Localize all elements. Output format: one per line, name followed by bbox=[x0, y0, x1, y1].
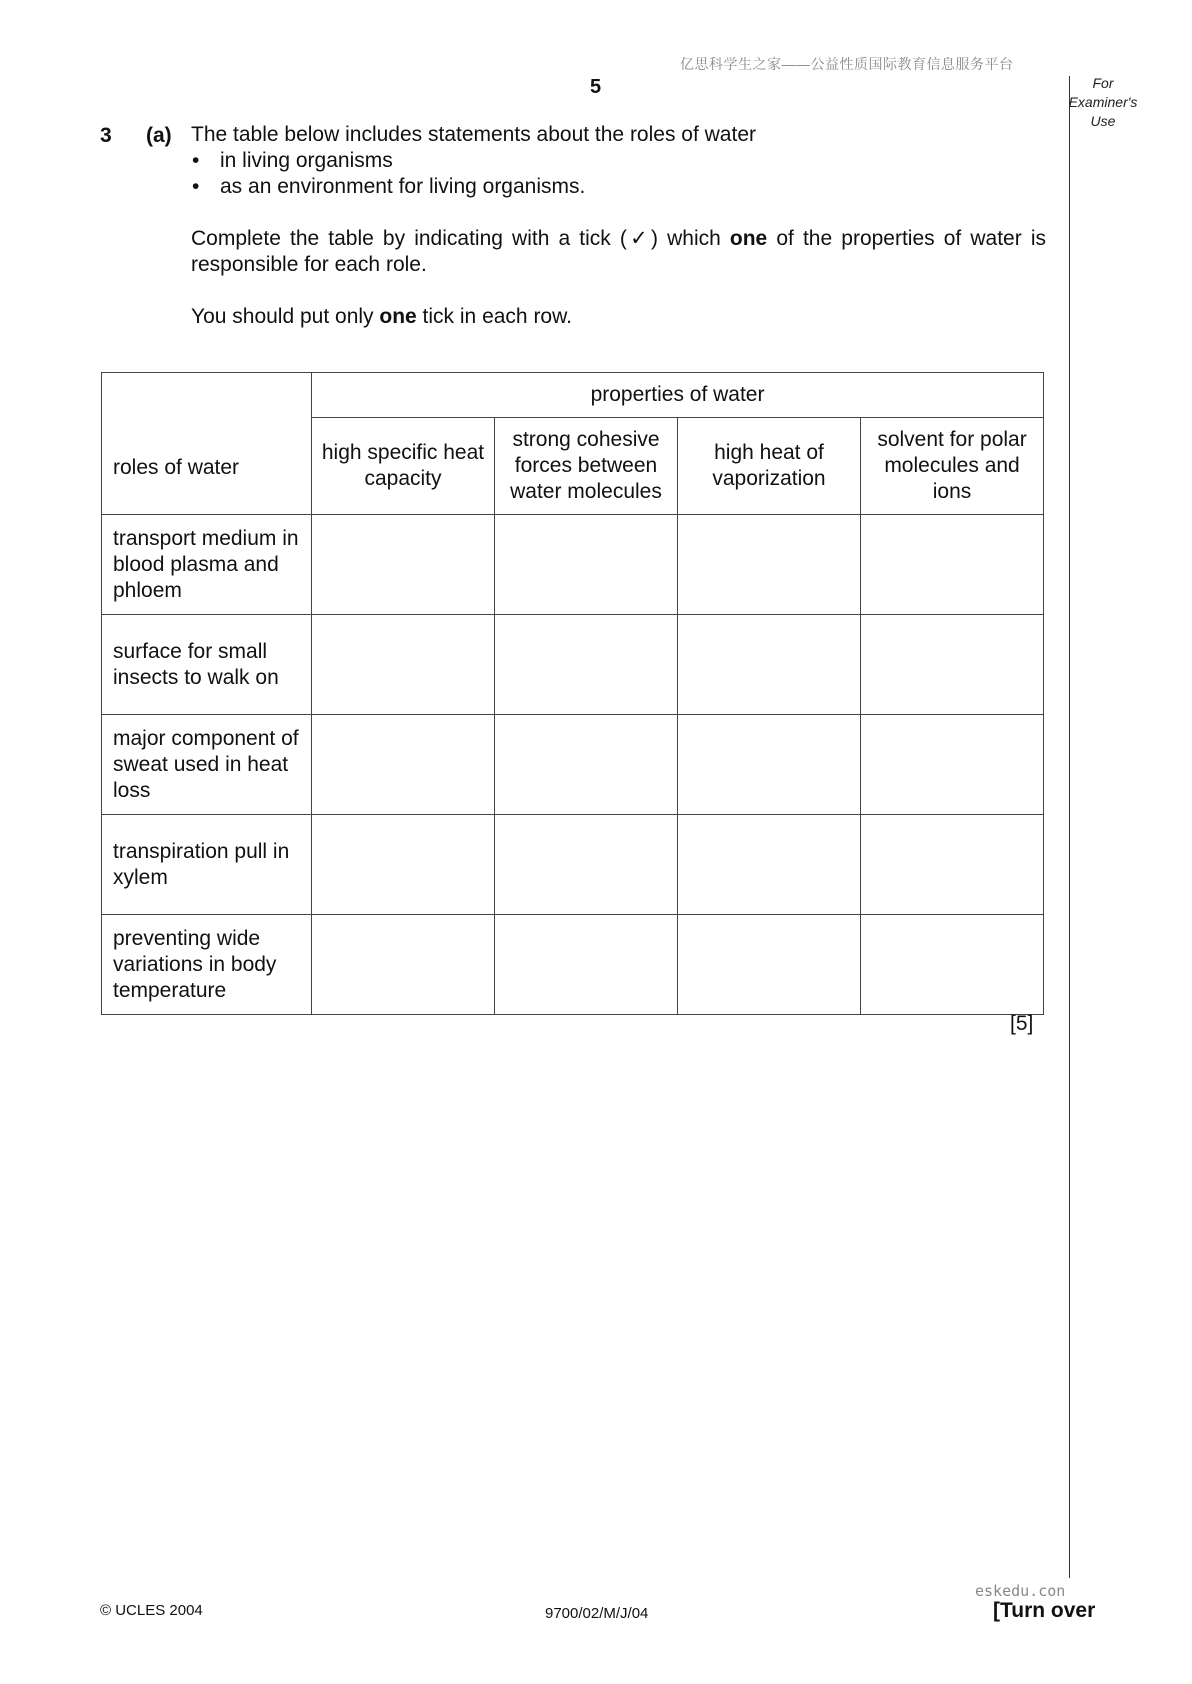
table-row bbox=[102, 715, 1044, 815]
properties-header: properties of water bbox=[312, 373, 1044, 418]
examiner-margin-line bbox=[1069, 76, 1070, 1578]
tick-post: tick in each row. bbox=[416, 305, 572, 328]
header-watermark: 亿思科学生之家——公益性质国际教育信息服务平台 bbox=[680, 56, 1014, 72]
tick-cell[interactable] bbox=[312, 615, 495, 715]
role-cell: preventing wide variations in body temperature bbox=[102, 915, 312, 1015]
examiner-label-line2: Examiner's bbox=[1068, 94, 1138, 110]
question-text bbox=[191, 122, 1046, 330]
marks-label: [5] bbox=[1010, 1012, 1034, 1035]
roles-table bbox=[101, 372, 1044, 1015]
tick-instruction bbox=[191, 304, 1046, 330]
roles-header: roles of water bbox=[102, 373, 312, 515]
instruction-bold: one bbox=[729, 227, 768, 250]
page-number: 5 bbox=[590, 76, 602, 98]
question-part: (a) bbox=[146, 124, 172, 147]
copyright: © UCLES 2004 bbox=[100, 1602, 203, 1619]
turn-over-label: [Turn over bbox=[993, 1599, 1096, 1622]
tick-cell[interactable] bbox=[861, 515, 1044, 615]
tick-cell[interactable] bbox=[861, 815, 1044, 915]
property-header: solvent for polar molecules and ions bbox=[861, 418, 1044, 515]
tick-cell[interactable] bbox=[861, 715, 1044, 815]
tick-bold: one bbox=[379, 305, 417, 328]
tick-cell[interactable] bbox=[312, 715, 495, 815]
instruction-pre: Complete the table by indicating with a tick (✓) which bbox=[191, 227, 730, 250]
footer-watermark: eskedu.con bbox=[975, 1582, 1066, 1600]
question-instruction bbox=[191, 226, 1046, 278]
tick-cell[interactable] bbox=[312, 515, 495, 615]
tick-cell[interactable] bbox=[495, 915, 678, 1015]
tick-cell[interactable] bbox=[678, 915, 861, 1015]
question-number: 3 bbox=[100, 124, 112, 147]
role-cell: transpiration pull in xylem bbox=[102, 815, 312, 915]
role-cell: transport medium in blood plasma and phloem bbox=[102, 515, 312, 615]
bullet-item: • in living organisms bbox=[191, 148, 1046, 174]
bullet-list bbox=[191, 148, 1046, 200]
property-header: strong cohesive forces between water molecules bbox=[495, 418, 678, 515]
instruction-post: of the properties of water is responsible for each role. bbox=[191, 227, 1046, 276]
tick-cell[interactable] bbox=[678, 815, 861, 915]
examiner-use-label bbox=[1063, 74, 1143, 131]
question-intro: The table below includes statements about the roles of water bbox=[191, 123, 756, 146]
tick-cell[interactable] bbox=[678, 715, 861, 815]
table-row bbox=[102, 615, 1044, 715]
tick-cell[interactable] bbox=[495, 715, 678, 815]
property-header: high specific heat capacity bbox=[312, 418, 495, 515]
property-header: high heat of vaporization bbox=[678, 418, 861, 515]
tick-cell[interactable] bbox=[312, 815, 495, 915]
tick-cell[interactable] bbox=[678, 615, 861, 715]
examiner-label-line3: Use bbox=[1090, 113, 1116, 129]
tick-cell[interactable] bbox=[861, 615, 1044, 715]
tick-cell[interactable] bbox=[495, 815, 678, 915]
role-cell: major component of sweat used in heat loss bbox=[102, 715, 312, 815]
tick-cell[interactable] bbox=[495, 615, 678, 715]
tick-pre: You should put only bbox=[191, 305, 380, 328]
tick-cell[interactable] bbox=[312, 915, 495, 1015]
table-row bbox=[102, 915, 1044, 1015]
tick-cell[interactable] bbox=[861, 915, 1044, 1015]
table-row bbox=[102, 815, 1044, 915]
examiner-label-line1: For bbox=[1092, 75, 1114, 91]
bullet-item: • as an environment for living organisms. bbox=[191, 174, 1046, 200]
tick-cell[interactable] bbox=[678, 515, 861, 615]
tick-cell[interactable] bbox=[495, 515, 678, 615]
table-row bbox=[102, 515, 1044, 615]
role-cell: surface for small insects to walk on bbox=[102, 615, 312, 715]
paper-code: 9700/02/M/J/04 bbox=[545, 1605, 649, 1622]
